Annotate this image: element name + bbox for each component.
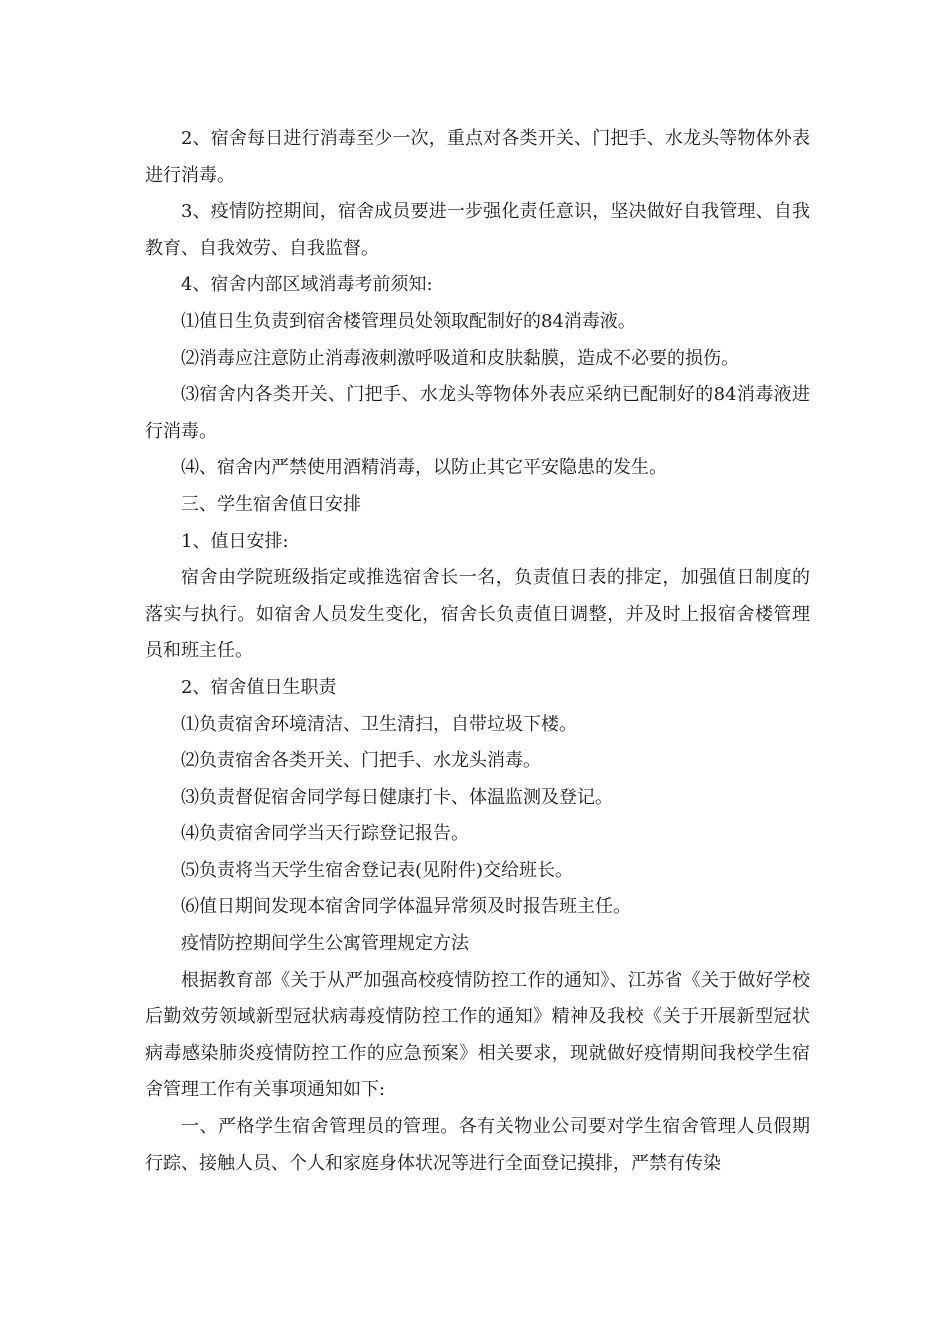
document-title-apartment-rules: 疫情防控期间学生公寓管理规定方法 xyxy=(181,933,469,955)
list-item-report-temperature: ⑹值日期间发现本宿舍同学体温异常须及时报告班主任。 xyxy=(181,896,631,918)
list-item-cleaning: ⑴负责宿舍环境清洁、卫生清扫，自带垃圾下楼。 xyxy=(181,713,577,735)
paragraph-responsibility: 3、疫情防控期间，宿舍成员要进一步强化责任意识，坚决做好自我管理、自我教育、自我效劳、自我监督。 xyxy=(145,201,810,259)
list-item-health-checkin: ⑶负责督促宿舍同学每日健康打卡、体温监测及登记。 xyxy=(181,786,613,808)
paragraph-disinfect-daily: 2、宿舍每日进行消毒至少一次，重点对各类开关、门把手、水龙头等物体外表进行消毒。 xyxy=(145,128,810,186)
paragraph-staff-management: 一、严格学生宿舍管理员的管理。各有关物业公司要对学生宿舍管理人员假期行踪、接触人员、个人和家庭身体状况等进行全面登记摸排，严禁有传染 xyxy=(145,1116,810,1174)
list-item-get-disinfectant: ⑴值日生负责到宿舍楼管理员处领取配制好的84消毒液。 xyxy=(181,310,636,332)
subheading-duty-arrangement: 1、值日安排: xyxy=(181,530,289,552)
list-item-disinfect-fixtures: ⑵负责宿舍各类开关、门把手、水龙头消毒。 xyxy=(181,750,541,772)
list-item-avoid-irritation: ⑵消毒应注意防止消毒液刺激呼吸道和皮肤黏膜，造成不必要的损伤。 xyxy=(181,347,739,369)
paragraph-policy-basis: 根据教育部《关于从严加强高校疫情防控工作的通知》、江苏省《关于做好学校后勤效劳领域新型冠状病毒疫情防控工作的通知》精神及我校《关于开展新型冠状病毒感染肺炎疫情防控工作的应急预案》相关要求，现就做好疫情期间我校学生宿舍管理工作有关事项通知如下: xyxy=(145,969,810,1101)
list-item-no-alcohol: ⑷、宿舍内严禁使用酒精消毒，以防止其它平安隐患的发生。 xyxy=(181,457,667,479)
document-body xyxy=(145,121,810,1182)
list-item-submit-register: ⑸负责将当天学生宿舍登记表(见附件)交给班长。 xyxy=(181,859,574,881)
list-item-whereabouts-report: ⑷负责宿舍同学当天行踪登记报告。 xyxy=(181,823,469,845)
paragraph-disinfect-notes-heading: 4、宿舍内部区域消毒考前须知: xyxy=(181,274,433,296)
subheading-duty-responsibilities: 2、宿舍值日生职责 xyxy=(181,676,337,698)
paragraph-dorm-leader: 宿舍由学院班级指定或推选宿舍长一名，负责值日表的排定，加强值日制度的落实与执行。如宿舍人员发生变化，宿舍长负责值日调整，并及时上报宿舍楼管理员和班主任。 xyxy=(145,567,810,662)
section-heading-duty-schedule: 三、学生宿舍值日安排 xyxy=(181,493,361,515)
list-item-surface-disinfection: ⑶宿舍内各类开关、门把手、水龙头等物体外表应采纳已配制好的84消毒液进行消毒。 xyxy=(145,384,810,442)
